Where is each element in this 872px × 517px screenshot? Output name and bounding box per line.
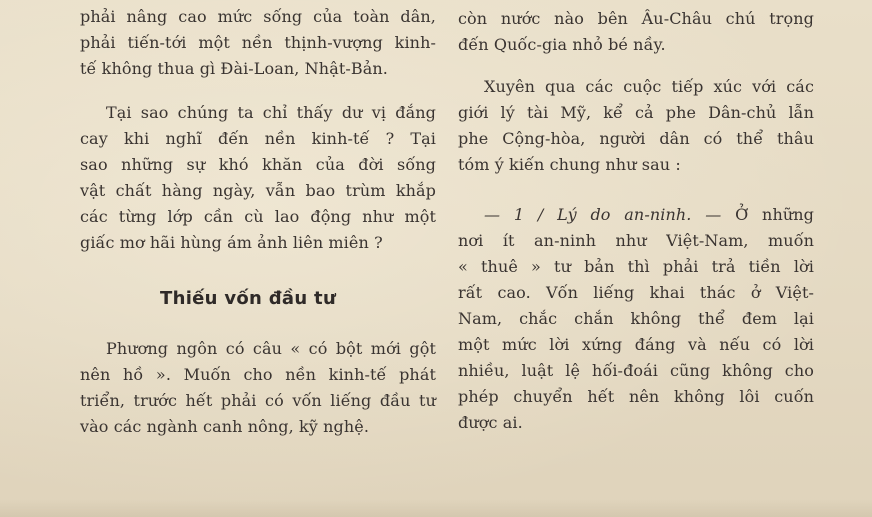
text-line: phép chuyển hết nên không lôi cuốn: [458, 387, 814, 406]
text-line: sao những sự khó khăn của đời sống: [80, 155, 436, 174]
text-line: « thuê » tư bản thì phải trả tiền lời: [458, 257, 814, 276]
text-line: phe Cộng-hòa, người dân có thể thâu: [458, 129, 814, 148]
text-line: phải tiến-tới một nền thịnh-vượng kinh-: [80, 33, 436, 52]
text-line: các từng lớp cần cù lao động như một: [80, 207, 436, 226]
text-line: [484, 202, 814, 228]
text-line: vào các ngành canh nông, kỹ nghệ.: [80, 417, 370, 436]
text-line: được ai.: [458, 413, 523, 432]
text-line: vật chất hàng ngày, vẫn bao trùm khắp: [80, 181, 436, 200]
text-line: triển, trước hết phải có vốn liếng đầu tư: [80, 391, 436, 410]
text-line: một mức lời xứng đáng và nếu có lời: [458, 335, 814, 354]
text-line: rất cao. Vốn liếng khai thác ở Việt-: [458, 283, 814, 302]
text-line: còn nước nào bên Âu-Châu chú trọng: [458, 9, 814, 28]
text-line: tế không thua gì Đài-Loan, Nhật-Bản.: [80, 59, 388, 78]
text-line: nhiều, luật lệ hối-đoái cũng không cho: [458, 361, 814, 380]
text-line: giới lý tài Mỹ, kể cả phe Dân-chủ lẫn: [458, 103, 814, 122]
text-line: đến Quốc-gia nhỏ bé nầy.: [458, 35, 666, 54]
text-span: Ở những: [735, 205, 815, 224]
text-line: nên hồ ». Muốn cho nền kinh-tế phát: [80, 365, 436, 384]
text-line: cay khi nghĩ đến nền kinh-tế ? Tại: [80, 129, 436, 148]
text-line: phải nâng cao mức sống của toàn dân,: [80, 7, 436, 26]
text-line: Xuyên qua các cuộc tiếp xúc với các: [484, 77, 814, 96]
text-line: Tại sao chúng ta chỉ thấy dư vị đắng: [106, 103, 436, 122]
page-edge-shade: [0, 500, 872, 517]
section-lead: — 1 / Lý do an-ninh. —: [484, 205, 722, 224]
text-line: tóm ý kiến chung như sau :: [458, 155, 681, 174]
text-line: Phương ngôn có câu « có bột mới gột: [106, 339, 436, 358]
text-line: nơi ít an-ninh như Việt-Nam, muốn: [458, 231, 814, 250]
section-heading: Thiếu vốn đầu tư: [160, 288, 337, 309]
text-line: Nam, chắc chắn không thể đem lại: [458, 309, 814, 328]
text-line: giấc mơ hãi hùng ám ảnh liên miên ?: [80, 233, 383, 252]
